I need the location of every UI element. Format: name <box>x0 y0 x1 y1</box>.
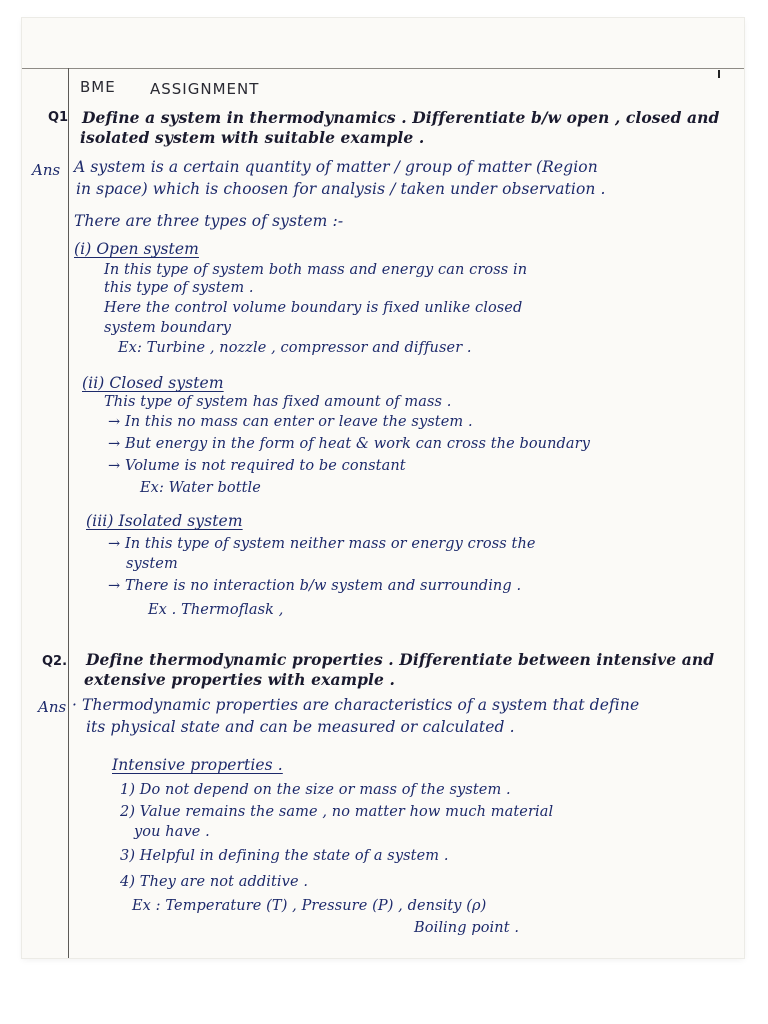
intensive-line-4: 3) Helpful in defining the state of a system . <box>120 848 449 864</box>
isolated-system-heading: (iii) Isolated system <box>86 512 243 530</box>
q2-answer-label: Ans <box>38 698 67 716</box>
q2-question-line-2: extensive properties with example . <box>84 670 395 689</box>
closed-line-3: → But energy in the form of heat & work can cross the boundary <box>108 436 591 452</box>
q2-answer-line-1: · Thermodynamic properties are characteristics of a system that define <box>72 696 640 714</box>
isolated-example: Ex . Thermoflask , <box>148 602 284 618</box>
margin-line <box>68 68 69 958</box>
closed-system-heading: (ii) Closed system <box>82 374 224 392</box>
top-ruled-line <box>22 68 744 69</box>
corner-mark <box>718 70 720 78</box>
isolated-line-1: → In this type of system neither mass or energy cross the <box>108 536 536 552</box>
q1-question-line-2: isolated system with suitable example . <box>80 128 425 147</box>
q2-answer-line-2: its physical state and can be measured or calculated . <box>86 718 515 736</box>
open-line-1: In this type of system both mass and energy can cross in <box>104 262 528 278</box>
intensive-line-1: 1) Do not depend on the size or mass of the system . <box>120 782 511 798</box>
open-line-4: system boundary <box>104 320 232 336</box>
q1-answer-label: Ans <box>32 161 61 179</box>
q1-question-line-1: Define a system in thermodynamics . Differentiate b/w open , closed and <box>82 108 720 127</box>
open-example: Ex: Turbine , nozzle , compressor and diffuser . <box>118 340 472 356</box>
intensive-line-3: you have . <box>134 824 210 840</box>
closed-example: Ex: Water bottle <box>140 480 261 496</box>
intensive-heading: Intensive properties . <box>112 756 283 774</box>
closed-line-1: This type of system has fixed amount of mass . <box>104 394 452 410</box>
isolated-line-2: system <box>126 556 178 572</box>
q1-answer-line-1: A system is a certain quantity of matter / group of matter (Region <box>74 158 598 176</box>
q2-question-line-1: Define thermodynamic properties . Differentiate between intensive and <box>86 650 715 669</box>
q1-label: Q1 <box>48 110 69 125</box>
intensive-line-5: 4) They are not additive . <box>120 874 309 890</box>
q2-label: Q2. <box>42 654 68 669</box>
closed-line-2: → In this no mass can enter or leave the system . <box>108 414 473 430</box>
closed-line-4: → Volume is not required to be constant <box>108 458 406 474</box>
isolated-line-3: → There is no interaction b/w system and surrounding . <box>108 578 522 594</box>
q1-answer-line-2: in space) which is choosen for analysis / taken under observation . <box>76 180 606 198</box>
open-line-2: this type of system . <box>104 280 254 296</box>
open-system-heading: (i) Open system <box>74 240 199 258</box>
open-line-3: Here the control volume boundary is fixed unlike closed <box>104 300 523 316</box>
heading-assignment: ASSIGNMENT <box>150 80 260 98</box>
intensive-line-2: 2) Value remains the same , no matter how much material <box>120 804 554 820</box>
notebook-page <box>22 18 744 958</box>
intensive-example: Ex : Temperature (T) , Pressure (P) , density (ρ) <box>132 898 487 914</box>
intensive-example-2: Boiling point . <box>414 920 520 936</box>
types-intro: There are three types of system :- <box>74 212 344 230</box>
heading-subject: BME <box>80 78 116 96</box>
